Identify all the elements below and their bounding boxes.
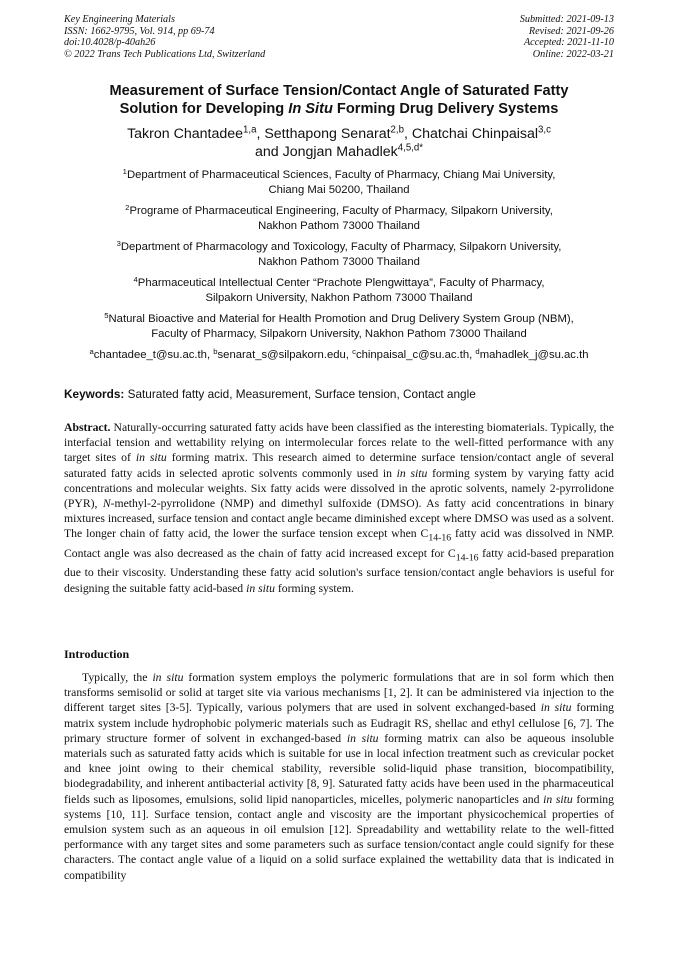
title-line-2 (40, 100, 638, 118)
affiliation-text: Programe of Pharmaceutical Engineering, Faculty of Pharmacy, Silpakorn University, (129, 205, 553, 217)
intro-italic: in situ (543, 792, 573, 806)
author-name: Chatchai Chinpaisal (411, 126, 539, 142)
journal-copyright: © 2022 Trans Tech Publications Ltd, Switzerland (64, 48, 266, 60)
email-address: senarat_s@silpakorn.edu, (217, 349, 353, 361)
abstract-section (64, 420, 614, 596)
author-affiliation-mark: 2,b (390, 124, 404, 136)
keywords-label: Keywords: (64, 387, 125, 401)
affiliation-2 (40, 204, 638, 234)
affiliation-4 (40, 276, 638, 306)
affiliation-text: Nakhon Pathom 73000 Thailand (258, 220, 420, 232)
journal-info (64, 14, 265, 60)
intro-text: formation system employs the polymeric formulations that are in sol form which then transforms semisolid or solid at target site via various mechanisms [1, 2]. It can be administered via injection to the different target sites [3-5]. Typically, various polymers that are used in solvent exchanged-based (64, 671, 614, 715)
abstract-label: Abstract. (64, 421, 111, 434)
author-list (40, 125, 638, 161)
abstract-text: -methyl-2-pyrrolidone (NMP) and dimethyl sulfoxide (DMSO). As fatty acid concentrations in binary mixtures increased, surface tension and contact angle became diminished except where DMSO was used as a solvent. The longer chain of fatty acid, the lower the surface tension except when C (64, 497, 614, 541)
affiliation-mark: 2 (125, 202, 130, 212)
keywords-section (64, 387, 614, 402)
email-address: mahadlek_j@su.ac.th (479, 349, 589, 361)
affiliation-5 (40, 312, 638, 342)
intro-text: Typically, the (82, 671, 153, 684)
abstract-text: fatty acid was dissolved in NMP. Contact angle was also decreased as the chain of fatty acid increased except for C (64, 527, 615, 560)
affiliation-text: Nakhon Pathom 73000 Thailand (258, 256, 420, 268)
email-mark: a (89, 346, 94, 356)
abstract-text: forming system. (274, 581, 354, 595)
intro-italic: in situ (346, 731, 379, 745)
email-mark: c (352, 346, 356, 356)
intro-text: forming systems [10, 11]. Surface tension, contact angle and viscosity are the important physicochemical properties of emulsion system such as an aqueous in oil emulsion [12]. Spreadability and wettability relate to the well-fitted performance with any target sites and some parameters such as surface tension/contact angle could signify for these characters. The contact angle value of a liquid on a solid surface explained the wettability data that is indicated in compatibility (64, 792, 614, 882)
affiliation-text: Department of Pharmacology and Toxicology, Faculty of Pharmacy, Silpakorn University, (120, 241, 562, 253)
author-name: Setthapong Senarat (264, 126, 391, 142)
date-accepted: Accepted: 2021-11-10 (523, 37, 614, 49)
abstract-italic: N (102, 497, 111, 511)
author-separator: , (403, 126, 412, 142)
affiliation-text: Department of Pharmaceutical Sciences, Faculty of Pharmacy, Chiang Mai University, (126, 169, 556, 181)
abstract-italic: in situ (135, 451, 167, 465)
affiliation-1 (40, 168, 638, 198)
intro-italic: in situ (152, 671, 184, 684)
author-affiliation-mark: 1,a (243, 124, 257, 136)
date-online: Online: 2022-03-21 (532, 48, 614, 60)
abstract-text: Naturally-occurring saturated fatty acids have been classified as the interesting biomaterials. Typically, the interfacial tension and wettability relying on intermolecular forces relate to the well-fitted performance with any target sites of (64, 421, 614, 465)
email-list (40, 348, 638, 363)
affiliation-text: Natural Bioactive and Material for Health Promotion and Drug Delivery System Group (NBM), (108, 313, 574, 325)
affiliation-mark: 4 (133, 274, 138, 284)
paper-title (40, 82, 638, 118)
affiliation-mark: 3 (116, 238, 121, 248)
affiliation-mark: 1 (122, 166, 127, 176)
intro-text: forming matrix system include hydrophobic polymeric materials such as Eudragit RS, shellac and ethyl cellulose [6, 7]. The primary structure former of solvent in exchanged-based (64, 701, 615, 745)
abstract-text: fatty acid-based preparation due to their viscosity. Understanding these fatty acid solution's surface tension/contact angle behaviors is useful for designing the suitable fatty acid-based (64, 546, 614, 595)
author-name: Takron Chantadee (127, 126, 244, 142)
abstract-text: forming system by varying fatty acid concentrations and molecular weights. Six fatty acids were dissolved in the aprotic solvents, namely 2-pyrrolidone (PYR), (64, 466, 614, 511)
journal-issn: ISSN: 1662-9795, Vol. 914, pp 69-74 (64, 25, 215, 37)
title-text: Solution for Developing (119, 101, 289, 117)
title-text: Forming Drug Delivery Systems (332, 101, 559, 117)
affiliation-mark: 5 (104, 310, 109, 320)
affiliation-text: Silpakorn University, Nakhon Pathom 73000 Thailand (205, 292, 473, 304)
keywords-text: Saturated fatty acid, Measurement, Surface tension, Contact angle (124, 387, 476, 401)
author-line-1 (40, 125, 638, 143)
abstract-subscript: 14-16 (455, 552, 479, 564)
title-italic: In Situ (288, 101, 333, 117)
introduction-paragraph (64, 670, 614, 883)
author-affiliation-mark: 3,c (538, 124, 551, 136)
introduction-heading: Introduction (64, 647, 130, 661)
affiliation-list (40, 168, 638, 363)
affiliation-text: Chiang Mai 50200, Thailand (268, 184, 410, 196)
affiliation-3 (40, 240, 638, 270)
date-revised: Revised: 2021-09-26 (528, 25, 614, 37)
author-name: and Jongjan Mahadlek (255, 144, 398, 160)
submission-dates (520, 14, 614, 60)
abstract-italic: in situ (396, 466, 428, 480)
journal-name: Key Engineering Materials (64, 14, 175, 25)
abstract-text: forming matrix. This research aimed to determine surface tension/contact angle of several saturated fatty acids in selected aprotic solvents commonly used in (64, 451, 614, 480)
email-mark: d (475, 346, 480, 356)
author-line-2 (40, 143, 638, 161)
title-line-1: Measurement of Surface Tension/Contact Angle of Saturated Fatty (109, 83, 569, 99)
email-address: chinpaisal_c@su.ac.th, (355, 349, 476, 361)
intro-italic: in situ (540, 701, 572, 715)
affiliation-text: Pharmaceutical Intellectual Center “Prachote Plengwittaya”, Faculty of Pharmacy, (137, 277, 545, 289)
date-submitted: Submitted: 2021-09-13 (519, 14, 614, 25)
email-address: chantadee_t@su.ac.th, (93, 349, 214, 361)
author-separator: , (256, 126, 265, 142)
email-mark: b (213, 346, 218, 356)
intro-text: forming matrix can also be aqueous insoluble materials such as saturated fatty acids which is suitable for use in local infection treatment such as crevicular pocket and knee joint owing to their chemical stability, reversible solid-liquid phase transition, biocompatibility, biodegradability, and inherent antibacterial activity [8, 9]. Saturated fatty acids have been used in the pharmaceutical fields such as liposomes, emulsions, solid lipid nanoparticles, micelles, polymeric nanoparticles and (64, 731, 614, 806)
abstract-italic: in situ (246, 581, 275, 595)
journal-doi: doi:10.4028/p-40ah26 (64, 37, 156, 49)
affiliation-text: Faculty of Pharmacy, Silpakorn University, Nakhon Pathom 73000 Thailand (151, 328, 527, 340)
abstract-subscript: 14-16 (428, 532, 452, 544)
author-affiliation-mark: 4,5,d* (397, 142, 423, 154)
